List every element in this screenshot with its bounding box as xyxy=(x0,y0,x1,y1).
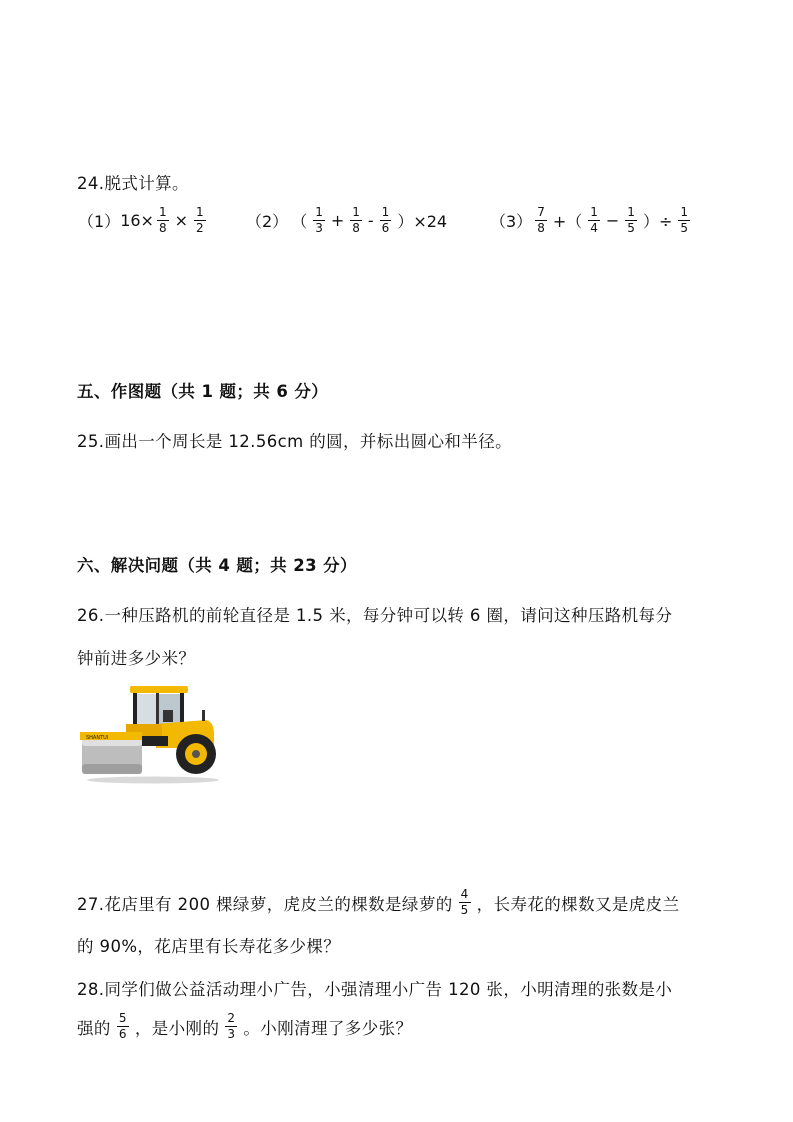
fraction: $\frac{2}{3}$ xyxy=(227,1011,236,1041)
fraction: $\frac{5}{6}$ xyxy=(118,1011,127,1041)
q27-line1-part-b: ，长寿花的棵数又是虎皮兰 xyxy=(476,894,680,914)
fraction: $\frac{1}{3}$ xyxy=(315,205,323,235)
q27-line2: 的 90%，花店里有长寿花多少棵？ xyxy=(77,937,341,956)
fraction: $\frac{1}{4}$ xyxy=(590,205,598,235)
q28-line2-part-b: ，是小刚的 xyxy=(134,1018,220,1038)
q25-text: 25.画出一个周长是 12.56cm 的圆，并标出圆心和半径。 xyxy=(77,432,513,451)
q24-part2-label: （2） xyxy=(246,212,289,231)
q28-line2-part-a: 强的 xyxy=(77,1018,111,1038)
fraction: $\frac{1}{5}$ xyxy=(680,205,688,235)
fraction: $\frac{1}{6}$ xyxy=(381,205,390,235)
section6-heading: 六、解决问题（共 4 题；共 23 分） xyxy=(77,556,357,575)
q28-line2-part-c: 。小刚清理了多少张？ xyxy=(243,1018,413,1038)
q24-title: 24.脱式计算。 xyxy=(77,174,189,193)
section5-heading: 五、作图题（共 1 题；共 6 分） xyxy=(77,382,329,401)
q26-line1: 26.一种压路机的前轮直径是 1.5 米，每分钟可以转 6 圈，请问这种压路机每分 xyxy=(77,606,673,625)
q24-part3: （3） $\frac{7}{8}$ +（ $\frac{1}{4}$ − $\frac{1}{5}$ ）÷ $\frac{1}{5}$ xyxy=(490,205,688,235)
q24-part1: （1） 16× $\frac{1}{8}$ × $\frac{1}{2}$ xyxy=(78,205,204,235)
q24-part2: （2） （ $\frac{1}{3}$ + $\frac{1}{8}$ - $\frac{1}{6}$ ）×24 xyxy=(246,205,448,235)
q24-part1-lead: 16× xyxy=(120,211,154,230)
q27-line1-part-a: 27.花店里有 200 棵绿萝，虎皮兰的棵数是绿萝的 xyxy=(77,894,453,914)
q28-line2 xyxy=(77,1012,412,1041)
q28-line1: 28.同学们做公益活动理小广告，小强清理小广告 120 张，小明清理的张数是小 xyxy=(77,980,673,999)
q27-line1 xyxy=(77,888,679,917)
fraction: $\frac{1}{8}$ xyxy=(158,205,167,235)
q26-line2: 钟前进多少米？ xyxy=(77,649,196,668)
fraction: $\frac{1}{8}$ xyxy=(352,205,360,235)
road-roller-image xyxy=(78,682,223,784)
fraction: $\frac{7}{8}$ xyxy=(537,205,545,235)
q24-part3-label: （3） xyxy=(490,212,533,231)
q24-part1-label: （1） xyxy=(78,212,121,231)
fraction: $\frac{1}{5}$ xyxy=(627,205,635,235)
fraction: $\frac{1}{2}$ xyxy=(196,205,204,235)
fraction: $\frac{4}{5}$ xyxy=(460,887,469,917)
roller-brand-text: SHANTUI xyxy=(86,735,109,741)
